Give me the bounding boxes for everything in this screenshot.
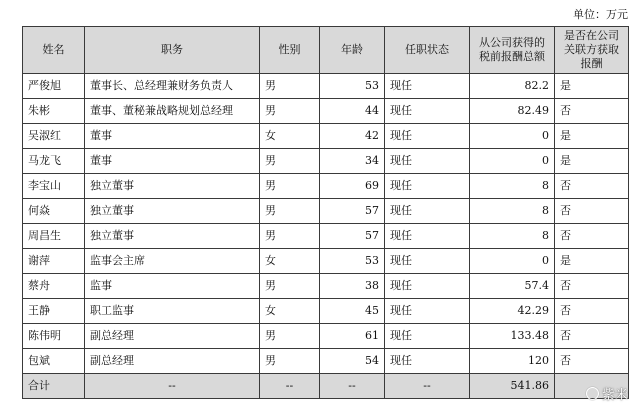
cell-position: 独立董事 — [85, 174, 260, 199]
cell-related-party: 否 — [555, 99, 629, 124]
cell-position: 董事、董秘兼战略规划总经理 — [85, 99, 260, 124]
table-row — [23, 199, 629, 224]
cell-gender: 女 — [260, 299, 320, 324]
cell-age: -- — [320, 374, 385, 399]
cell-related-party: 是 — [555, 124, 629, 149]
header-name: 姓名 — [23, 27, 85, 74]
cell-name: 吴淑红 — [23, 124, 85, 149]
table-row — [23, 99, 629, 124]
cell-compensation: 0 — [470, 249, 555, 274]
cell-related-party: 否 — [555, 299, 629, 324]
cell-name: 蔡舟 — [23, 274, 85, 299]
cell-related-party: 否 — [555, 224, 629, 249]
cell-position: 独立董事 — [85, 199, 260, 224]
compensation-table — [22, 26, 629, 399]
cell-compensation: 8 — [470, 199, 555, 224]
cell-status: 现任 — [385, 224, 470, 249]
cell-age: 57 — [320, 224, 385, 249]
cell-name: 谢萍 — [23, 249, 85, 274]
table-row — [23, 274, 629, 299]
cell-name: 李宝山 — [23, 174, 85, 199]
cell-name: 周昌生 — [23, 224, 85, 249]
cell-gender: 女 — [260, 124, 320, 149]
cell-compensation: 120 — [470, 349, 555, 374]
table-row — [23, 124, 629, 149]
cell-age: 45 — [320, 299, 385, 324]
cell-gender: 男 — [260, 199, 320, 224]
table-row — [23, 249, 629, 274]
table-row — [23, 174, 629, 199]
cell-name: 合计 — [23, 374, 85, 399]
table-row — [23, 224, 629, 249]
cell-related-party: 是 — [555, 149, 629, 174]
cell-name: 王静 — [23, 299, 85, 324]
cell-status: 现任 — [385, 274, 470, 299]
table-total-row — [23, 374, 629, 399]
unit-label: 单位：万元 — [573, 8, 628, 21]
cell-position: 职工监事 — [85, 299, 260, 324]
cell-gender: 男 — [260, 174, 320, 199]
table-row — [23, 149, 629, 174]
header-age: 年龄 — [320, 27, 385, 74]
table-row — [23, 324, 629, 349]
cell-position: 副总经理 — [85, 349, 260, 374]
cell-position: 董事 — [85, 124, 260, 149]
cell-position: 董事 — [85, 149, 260, 174]
cell-position: 副总经理 — [85, 324, 260, 349]
cell-compensation: 0 — [470, 149, 555, 174]
cell-position: 监事 — [85, 274, 260, 299]
table-header-row — [23, 27, 629, 74]
cell-status: 现任 — [385, 324, 470, 349]
cell-position: 独立董事 — [85, 224, 260, 249]
cell-gender: -- — [260, 374, 320, 399]
header-compensation: 从公司获得的税前报酬总额 — [470, 27, 555, 74]
cell-compensation: 42.29 — [470, 299, 555, 324]
cell-status: 现任 — [385, 74, 470, 99]
table-row — [23, 349, 629, 374]
cell-related-party: 否 — [555, 274, 629, 299]
header-status: 任职状态 — [385, 27, 470, 74]
header-position: 职务 — [85, 27, 260, 74]
cell-name: 朱彬 — [23, 99, 85, 124]
cell-related-party: 否 — [555, 324, 629, 349]
cell-status: 现任 — [385, 299, 470, 324]
cell-age: 34 — [320, 149, 385, 174]
cell-gender: 男 — [260, 74, 320, 99]
cell-compensation: 57.4 — [470, 274, 555, 299]
cell-age: 57 — [320, 199, 385, 224]
cell-name: 严俊旭 — [23, 74, 85, 99]
cell-status: 现任 — [385, 124, 470, 149]
cell-age: 44 — [320, 99, 385, 124]
cell-age: 53 — [320, 249, 385, 274]
cell-age: 61 — [320, 324, 385, 349]
cell-gender: 男 — [260, 274, 320, 299]
header-gender: 性别 — [260, 27, 320, 74]
cell-status: 现任 — [385, 99, 470, 124]
cell-name: 马龙飞 — [23, 149, 85, 174]
cell-related-party: 是 — [555, 249, 629, 274]
watermark — [586, 384, 628, 403]
cell-age: 69 — [320, 174, 385, 199]
cell-gender: 女 — [260, 249, 320, 274]
cell-status: 现任 — [385, 349, 470, 374]
cell-compensation: 133.48 — [470, 324, 555, 349]
cell-status: 现任 — [385, 149, 470, 174]
cell-position: 董事长、总经理兼财务负责人 — [85, 74, 260, 99]
cell-related-party: 否 — [555, 349, 629, 374]
cell-age: 38 — [320, 274, 385, 299]
watermark-text: 紫米 — [601, 388, 628, 403]
cell-age: 54 — [320, 349, 385, 374]
cell-gender: 男 — [260, 349, 320, 374]
cell-position: 监事会主席 — [85, 249, 260, 274]
cell-position: -- — [85, 374, 260, 399]
cell-name: 何焱 — [23, 199, 85, 224]
table-row — [23, 74, 629, 99]
cell-gender: 男 — [260, 99, 320, 124]
header-related-party: 是否在公司关联方获取报酬 — [555, 27, 629, 74]
cell-compensation: 8 — [470, 224, 555, 249]
cell-compensation: 82.49 — [470, 99, 555, 124]
cell-compensation: 8 — [470, 174, 555, 199]
cell-compensation: 0 — [470, 124, 555, 149]
table-row — [23, 299, 629, 324]
cell-status: 现任 — [385, 174, 470, 199]
cell-related-party: 否 — [555, 199, 629, 224]
cell-gender: 男 — [260, 149, 320, 174]
cell-status: -- — [385, 374, 470, 399]
cell-compensation: 82.2 — [470, 74, 555, 99]
cell-age: 53 — [320, 74, 385, 99]
cell-status: 现任 — [385, 199, 470, 224]
cell-compensation: 541.86 — [470, 374, 555, 399]
cell-gender: 男 — [260, 224, 320, 249]
cell-related-party: 是 — [555, 74, 629, 99]
cell-age: 42 — [320, 124, 385, 149]
cell-gender: 男 — [260, 324, 320, 349]
cell-name: 包斌 — [23, 349, 85, 374]
cell-status: 现任 — [385, 249, 470, 274]
cell-name: 陈伟明 — [23, 324, 85, 349]
watermark-logo-icon — [586, 387, 599, 400]
cell-related-party: 否 — [555, 174, 629, 199]
